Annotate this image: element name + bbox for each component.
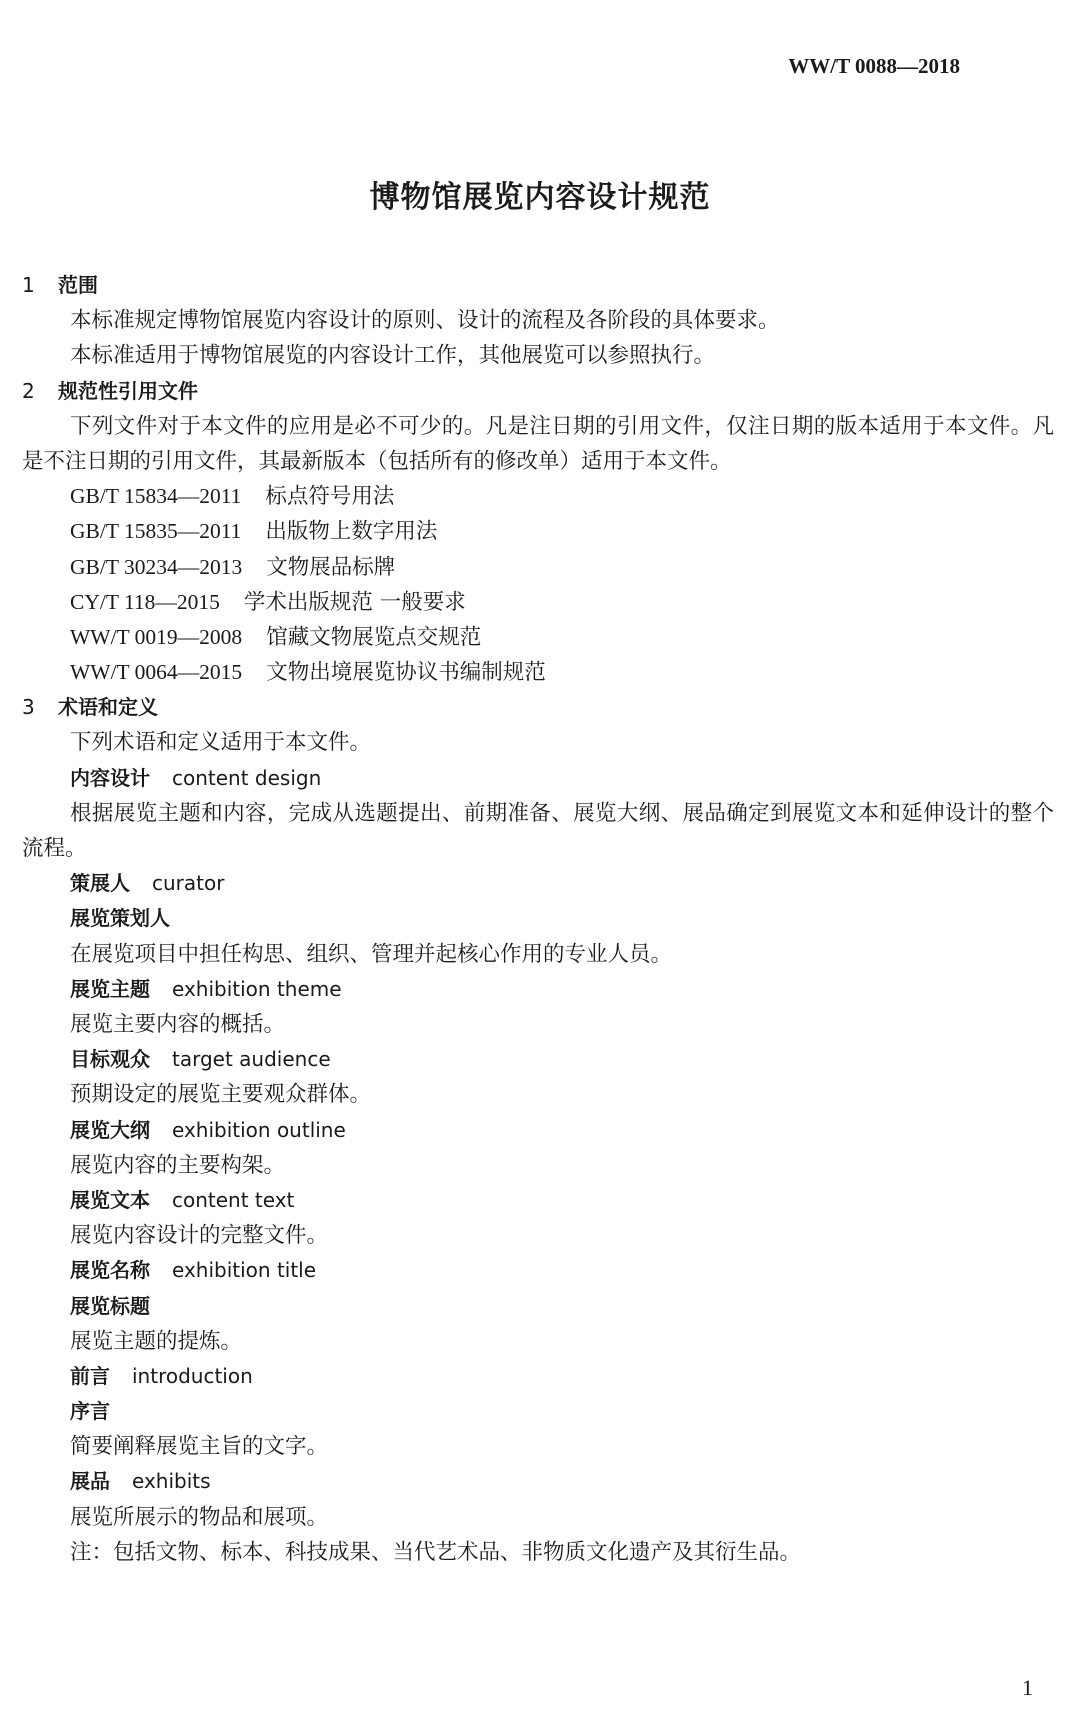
term-heading — [22, 761, 1054, 796]
term-heading — [22, 1113, 1054, 1148]
reference-item — [22, 585, 1054, 620]
term-english: introduction — [132, 1363, 253, 1388]
paragraph: 本标准适用于博物馆展览的内容设计工作，其他展览可以参照执行。 — [70, 343, 716, 369]
reference-item — [22, 655, 1054, 690]
reference-item — [22, 550, 1054, 585]
term-english: exhibition title — [172, 1258, 317, 1283]
term-chinese: 策展人 — [70, 871, 130, 896]
term-heading — [22, 1464, 1054, 1499]
term-chinese: 展品 — [70, 1469, 110, 1494]
term-heading — [22, 1042, 1054, 1077]
standard-code: WW/T 0088—2018 — [788, 54, 960, 78]
paragraph: 本标准规定博物馆展览内容设计的原则、设计的流程及各阶段的具体要求。 — [70, 308, 780, 334]
document-title: 博物馆展览内容设计规范 — [369, 180, 711, 215]
reference-code: CY/T 118—2015 — [70, 589, 220, 614]
term-heading — [22, 972, 1054, 1007]
document-body — [22, 268, 1054, 1570]
reference-item — [22, 479, 1054, 514]
section-number: 1 — [22, 273, 35, 297]
term-definition: 展览所展示的物品和展项。 — [70, 1504, 329, 1530]
reference-title: 学术出版规范 一般要求 — [243, 589, 466, 615]
term-alias — [22, 1289, 1054, 1324]
term-alias — [22, 1394, 1054, 1429]
term-english: exhibition theme — [172, 976, 342, 1001]
section-heading-scope — [22, 268, 1054, 303]
reference-item — [22, 620, 1054, 655]
reference-code: GB/T 15835—2011 — [70, 519, 242, 544]
term-alias — [22, 901, 1054, 936]
term-definition: 根据展览主题和内容，完成从选题提出、前期准备、展览大纲、展品确定到展览文本和延伸设计的整个流程。 — [22, 800, 1054, 862]
term-english: curator — [152, 871, 225, 896]
reference-title: 文物出境展览协议书编制规范 — [266, 660, 546, 686]
term-chinese: 前言 — [70, 1363, 110, 1388]
reference-code: GB/T 30234—2013 — [70, 554, 243, 579]
section-heading-terms-and-definitions — [22, 690, 1054, 725]
term-english: exhibits — [132, 1469, 211, 1494]
term-heading — [22, 1359, 1054, 1394]
reference-title: 文物展品标牌 — [266, 554, 396, 580]
term-alias-text: 展览策划人 — [70, 906, 170, 931]
section-number: 3 — [22, 695, 35, 720]
term-alias-text: 展览标题 — [70, 1293, 150, 1318]
term-english: target audience — [172, 1047, 331, 1072]
term-chinese: 目标观众 — [70, 1047, 150, 1072]
reference-title: 标点符号用法 — [265, 484, 395, 510]
term-chinese: 展览名称 — [70, 1258, 150, 1283]
term-definition: 在展览项目中担任构思、组织、管理并起核心作用的专业人员。 — [70, 941, 673, 967]
term-definition: 展览内容的主要构架。 — [70, 1152, 286, 1178]
term-english: content design — [172, 765, 322, 790]
reference-title: 馆藏文物展览点交规范 — [266, 624, 482, 650]
term-chinese: 内容设计 — [70, 765, 150, 790]
term-english: content text — [172, 1187, 295, 1212]
term-chinese: 展览大纲 — [70, 1117, 150, 1142]
term-english: exhibition outline — [172, 1117, 346, 1142]
reference-code: WW/T 0064—2015 — [70, 660, 243, 685]
term-alias-text: 序言 — [70, 1399, 110, 1424]
reference-item — [22, 514, 1054, 549]
term-definition: 预期设定的展览主要观众群体。 — [70, 1082, 372, 1108]
term-heading — [22, 866, 1054, 901]
term-definition: 展览主要内容的概括。 — [70, 1012, 286, 1037]
section-heading-normative-references — [22, 374, 1054, 409]
term-chinese: 展览文本 — [70, 1187, 150, 1212]
page-number: 1 — [1022, 1675, 1033, 1700]
section-title: 规范性引用文件 — [58, 378, 198, 403]
reference-code: WW/T 0019—2008 — [70, 624, 243, 649]
reference-title: 出版物上数字用法 — [265, 519, 438, 545]
paragraph: 下列术语和定义适用于本文件。 — [70, 730, 372, 756]
term-definition: 展览内容设计的完整文件。 — [70, 1223, 329, 1249]
section-number: 2 — [22, 378, 35, 403]
section-title: 范围 — [58, 273, 98, 297]
term-heading — [22, 1253, 1054, 1288]
term-heading — [22, 1183, 1054, 1218]
term-note: 注：包括文物、标本、科技成果、当代艺术品、非物质文化遗产及其衍生品。 — [70, 1539, 802, 1565]
term-chinese: 展览主题 — [70, 976, 150, 1001]
term-definition: 简要阐释展览主旨的文字。 — [70, 1434, 329, 1460]
term-definition: 展览主题的提炼。 — [70, 1328, 243, 1354]
section-title: 术语和定义 — [58, 695, 158, 720]
reference-code: GB/T 15834—2011 — [70, 484, 242, 509]
paragraph: 下列文件对于本文件的应用是必不可少的。凡是注日期的引用文件，仅注日期的版本适用于本文件。凡是不注日期的引用文件，其最新版本（包括所有的修改单）适用于本文件。 — [22, 413, 1054, 474]
